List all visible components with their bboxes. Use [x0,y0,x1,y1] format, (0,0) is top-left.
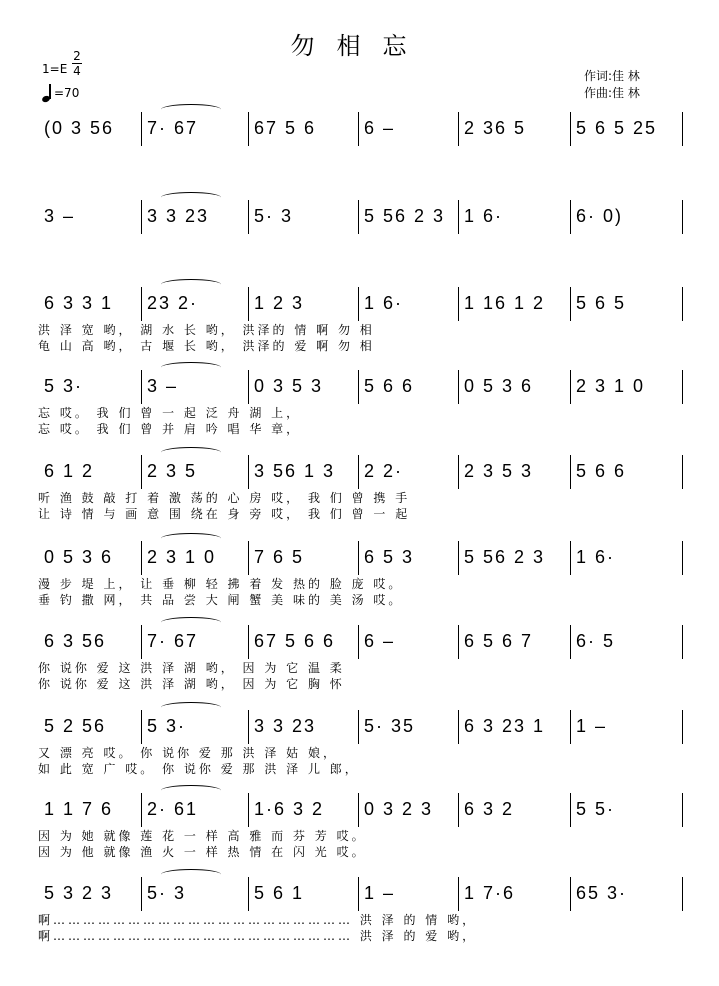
measure: 1·6 3 2 [254,799,325,819]
bar-line [570,455,571,489]
lyrics-block [38,575,682,605]
time-signature-top: 2 [73,49,81,63]
bar-line [141,370,142,404]
measure: 5 6 6 [364,376,415,396]
measure: 1 6· [576,547,616,567]
lyric-verse-2: 忘 哎。 我 们 曾 并 肩 吟 唱 华 章， [38,422,302,436]
measure: 7 6 5 [254,547,305,567]
bar-line [141,455,142,489]
measure: 2 36 5 [464,118,527,138]
measure: 6 5 6 7 [464,631,534,651]
music-system [38,625,682,689]
lyrics-block [38,659,682,689]
measure: 5 5· [576,799,616,819]
bar-line [570,710,571,744]
notation-line [38,541,682,575]
measure: 65 3· [576,883,628,903]
bar-line [682,793,683,827]
lyric-verse-2: 让 诗 情 与 画 意 围 绕在 身 旁 哎， 我 们 曾 一 起 [38,507,411,521]
bar-line [570,625,571,659]
lyric-verse-2: 你 说你 爱 这 洪 泽 湖 哟， 因 为 它 胸 怀 [38,677,345,691]
bar-line [682,877,683,911]
lyrics-block [38,489,682,519]
measure: 1 6· [464,206,504,226]
measure: 5· 3 [147,883,187,903]
measure: 6 5 3 [364,547,415,567]
bar-line [458,877,459,911]
lyric-verse-2: 龟 山 高 哟， 古 堰 长 哟， 洪泽的 爱 啊 勿 相 [38,339,375,353]
lyric-verse-1: 漫 步 堤 上， 让 垂 柳 轻 拂 着 发 热的 脸 庞 哎。 [38,577,404,591]
music-system [38,455,682,519]
measure: 67 5 6 6 [254,631,336,651]
bar-line [248,287,249,321]
measure: 1 – [576,716,608,736]
lyric-verse-2: 垂 钓 撒 网， 共 品 尝 大 闸 蟹 美 味的 美 汤 哎。 [38,593,404,607]
bar-line [141,541,142,575]
measure: 5 2 56 [44,716,107,736]
bar-line [248,455,249,489]
lyrics-block [38,321,682,351]
bar-line [458,710,459,744]
measure: 3 – [147,376,179,396]
measure: (0 3 56 [44,118,115,138]
notation-line [38,625,682,659]
lyric-verse-1: 忘 哎。 我 们 曾 一 起 泛 舟 湖 上， [38,406,302,420]
measure: 7· 67 [147,118,199,138]
tempo-marking [42,84,79,102]
measure: 5 6 1 [254,883,305,903]
bar-line [358,287,359,321]
lyric-verse-1: 因 为 她 就像 莲 花 一 样 高 雅 而 芬 芳 哎。 [38,829,367,843]
bar-line [570,112,571,146]
measure: 3 56 1 3 [254,461,336,481]
bar-line [458,793,459,827]
measure: 6 1 2 [44,461,95,481]
bar-line [682,625,683,659]
lyric-verse-1: 听 渔 鼓 敲 打 着 激 荡的 心 房 哎， 我 们 曾 携 手 [38,491,411,505]
notation-line [38,370,682,404]
notation-line [38,793,682,827]
measure: 5 3 2 3 [44,883,114,903]
bar-line [141,877,142,911]
measure: 5· 35 [364,716,416,736]
slur-mark [161,869,221,880]
music-system [38,370,682,434]
measure: 67 5 6 [254,118,317,138]
music-system [38,112,682,176]
bar-line [682,370,683,404]
measure: 1 16 1 2 [464,293,546,313]
measure: 1 2 3 [254,293,305,313]
measure: 3 3 23 [147,206,210,226]
lyric-verse-2: 因 为 他 就像 渔 火 一 样 热 情 在 闪 光 哎。 [38,845,367,859]
bar-line [141,625,142,659]
bar-line [682,112,683,146]
notation-line [38,455,682,489]
time-signature-bottom: 4 [73,64,81,78]
bar-line [141,287,142,321]
slur-mark [161,104,221,115]
credits [584,68,640,102]
bar-line [248,370,249,404]
measure: 2· 61 [147,799,199,819]
measure: 5 6 5 25 [576,118,658,138]
measure: 7· 67 [147,631,199,651]
bar-line [358,455,359,489]
measure: 6 3 3 1 [44,293,114,313]
music-system [38,287,682,351]
bar-line [358,625,359,659]
lyrics-block [38,404,682,434]
measure: 5 3· [44,376,84,396]
bar-line [141,793,142,827]
measure: 6 3 56 [44,631,107,651]
bar-line [141,710,142,744]
measure: 5 6 6 [576,461,627,481]
lyrics-block [38,146,682,176]
music-system [38,793,682,857]
measure: 2 3 5 [147,461,198,481]
time-signature [72,50,82,77]
slur-mark [161,447,221,458]
measure: 2 3 1 0 [147,547,217,567]
measure: 23 2· [147,293,199,313]
measure: 3 – [44,206,76,226]
slur-mark [161,785,221,796]
slur-mark [161,702,221,713]
measure: 2 2· [364,461,404,481]
bar-line [458,625,459,659]
slur-mark [161,192,221,203]
slur-mark [161,279,221,290]
lyric-verse-1: 啊…………………………………………………… 洪 泽 的 情 哟， [38,913,478,927]
measure: 6· 5 [576,631,616,651]
bar-line [358,112,359,146]
bar-line [570,287,571,321]
measure: 0 3 5 3 [254,376,324,396]
bar-line [682,541,683,575]
composer-credit: 作曲:佳 林 [584,86,640,100]
music-system [38,877,682,941]
bar-line [458,370,459,404]
bar-line [570,793,571,827]
bar-line [570,877,571,911]
bar-line [682,200,683,234]
bar-line [458,287,459,321]
bar-line [248,877,249,911]
bar-line [248,200,249,234]
measure: 3 3 23 [254,716,317,736]
lyric-verse-1: 你 说你 爱 这 洪 泽 湖 哟， 因 为 它 温 柔 [38,661,345,675]
measure: 1 7·6 [464,883,516,903]
quarter-note-icon [42,84,52,102]
bar-line [141,112,142,146]
song-title: 勿相忘 [290,32,429,60]
lyrics-block [38,234,682,264]
bar-line [358,877,359,911]
notation-line [38,710,682,744]
measure: 5 3· [147,716,187,736]
slur-mark [161,362,221,373]
bar-line [458,200,459,234]
lyric-verse-1: 洪 泽 宽 哟， 湖 水 长 哟， 洪泽的 情 啊 勿 相 [38,323,375,337]
bar-line [358,793,359,827]
measure: 0 5 3 6 [464,376,534,396]
notation-line [38,287,682,321]
slur-mark [161,617,221,628]
notation-line [38,112,682,146]
bar-line [570,370,571,404]
bar-line [358,710,359,744]
notation-line [38,877,682,911]
measure: 2 3 5 3 [464,461,534,481]
bar-line [248,793,249,827]
lyric-verse-1: 又 漂 亮 哎。 你 说你 爱 那 洪 泽 姑 娘， [38,746,338,760]
bar-line [570,541,571,575]
measure: 0 5 3 6 [44,547,114,567]
bar-line [682,710,683,744]
bar-line [458,455,459,489]
bar-line [358,370,359,404]
bar-line [682,455,683,489]
measure: 6 3 23 1 [464,716,546,736]
bar-line [248,541,249,575]
notation-line [38,200,682,234]
lyrics-block [38,827,682,857]
lyrics-block [38,744,682,774]
measure: 1 – [364,883,396,903]
measure: 1 6· [364,293,404,313]
bar-line [248,112,249,146]
lyricist-credit: 作词:佳 林 [584,69,640,83]
measure: 5· 3 [254,206,294,226]
measure: 6 – [364,631,396,651]
key-signature: 1=E [42,62,68,76]
measure: 2 3 1 0 [576,376,646,396]
measure: 1 1 7 6 [44,799,114,819]
music-system [38,541,682,605]
bar-line [141,200,142,234]
measure: 5 6 5 [576,293,627,313]
bar-line [248,625,249,659]
lyrics-block [38,911,682,941]
lyric-verse-2: 啊…………………………………………………… 洪 泽 的 爱 哟， [38,929,478,943]
measure: 6· 0) [576,206,624,226]
measure: 5 56 2 3 [364,206,446,226]
music-system [38,710,682,774]
tempo-value: =70 [54,86,80,100]
music-system [38,200,682,264]
measure: 6 – [364,118,396,138]
bar-line [570,200,571,234]
slur-mark [161,533,221,544]
lyric-verse-2: 如 此 宽 广 哎。 你 说你 爱 那 洪 泽 儿 郎， [38,762,360,776]
bar-line [682,287,683,321]
bar-line [358,541,359,575]
bar-line [458,112,459,146]
bar-line [248,710,249,744]
measure: 6 3 2 [464,799,515,819]
bar-line [458,541,459,575]
bar-line [358,200,359,234]
measure: 5 56 2 3 [464,547,546,567]
measure: 0 3 2 3 [364,799,434,819]
